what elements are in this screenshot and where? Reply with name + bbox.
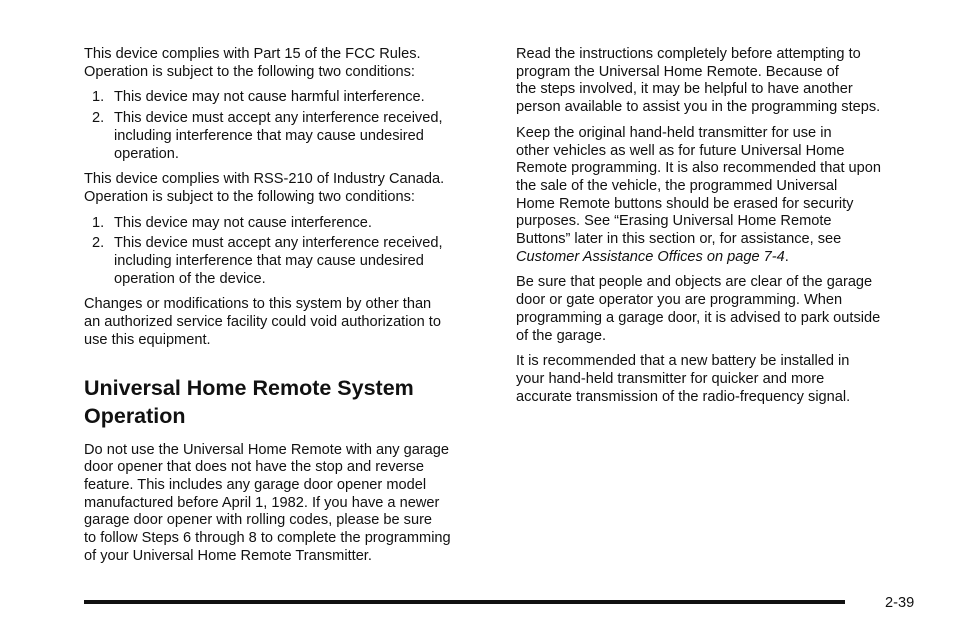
left-column bbox=[84, 46, 486, 573]
fcc-conditions-list bbox=[84, 89, 486, 163]
fcc-compliance-paragraph: This device complies with Part 15 of the FCC Rules. Operation is subject to the following two conditions: bbox=[84, 46, 421, 80]
list-item: 1. This device may not cause interference. bbox=[92, 214, 372, 231]
read-instructions-paragraph: Read the instructions completely before attempting to program the Universal Home Remote. Because of the steps involved, it may be helpful to have another person available to assist you in the programming steps. bbox=[516, 46, 881, 116]
list-item: 1. This device may not cause harmful interference. bbox=[92, 89, 425, 106]
garage-opener-warning-paragraph: Do not use the Universal Home Remote with any garage door opener that does not have the stop and reverse feature. This includes any garage door opener model manufactured before April 1, 1982. If you have a newer garage door opener with rolling codes, please be sure to follow Steps 6 through 8 to complete the programming of your Universal Home Remote Transmitter. bbox=[84, 441, 451, 564]
industry-canada-paragraph: This device complies with RSS-210 of Industry Canada. Operation is subject to the following two conditions: bbox=[84, 171, 445, 205]
battery-paragraph: It is recommended that a new battery be installed in your hand-held transmitter for quicker and more accurate transmission of the radio-frequency signal. bbox=[516, 353, 851, 405]
footer-rule bbox=[84, 600, 845, 604]
clear-area-paragraph: Be sure that people and objects are clear of the garage door or gate operator you are programming. When programming a garage door, it is advised to park outside of the garage. bbox=[516, 274, 881, 344]
list-item: 2. This device must accept any interference received, including interference that may cause undesired operation of the device. bbox=[92, 235, 443, 287]
industry-canada-conditions-list bbox=[84, 215, 486, 289]
cross-reference-link[interactable]: Customer Assistance Offices on page 7-4 bbox=[516, 248, 785, 265]
list-item: 2. This device must accept any interference received, including interference that may cause undesired operation. bbox=[92, 110, 443, 162]
page-number: 2-39 bbox=[885, 595, 915, 611]
modifications-paragraph: Changes or modifications to this system by other than an authorized service facility could void authorization to use this equipment. bbox=[84, 296, 441, 348]
keep-transmitter-paragraph: Keep the original hand-held transmitter for use in other vehicles as well as for future Universal Home Remote programming. It is also recommended that upon the sale of the vehicle, the programmed Universal Home Remote buttons should be erased for security purposes. See “Erasing Universal Home Remote Buttons” later in this section or, for assistance, see Customer Assistance Offices on page 7-4. bbox=[516, 124, 882, 265]
right-column bbox=[516, 46, 922, 414]
section-heading: Universal Home Remote System Operation bbox=[84, 375, 414, 428]
